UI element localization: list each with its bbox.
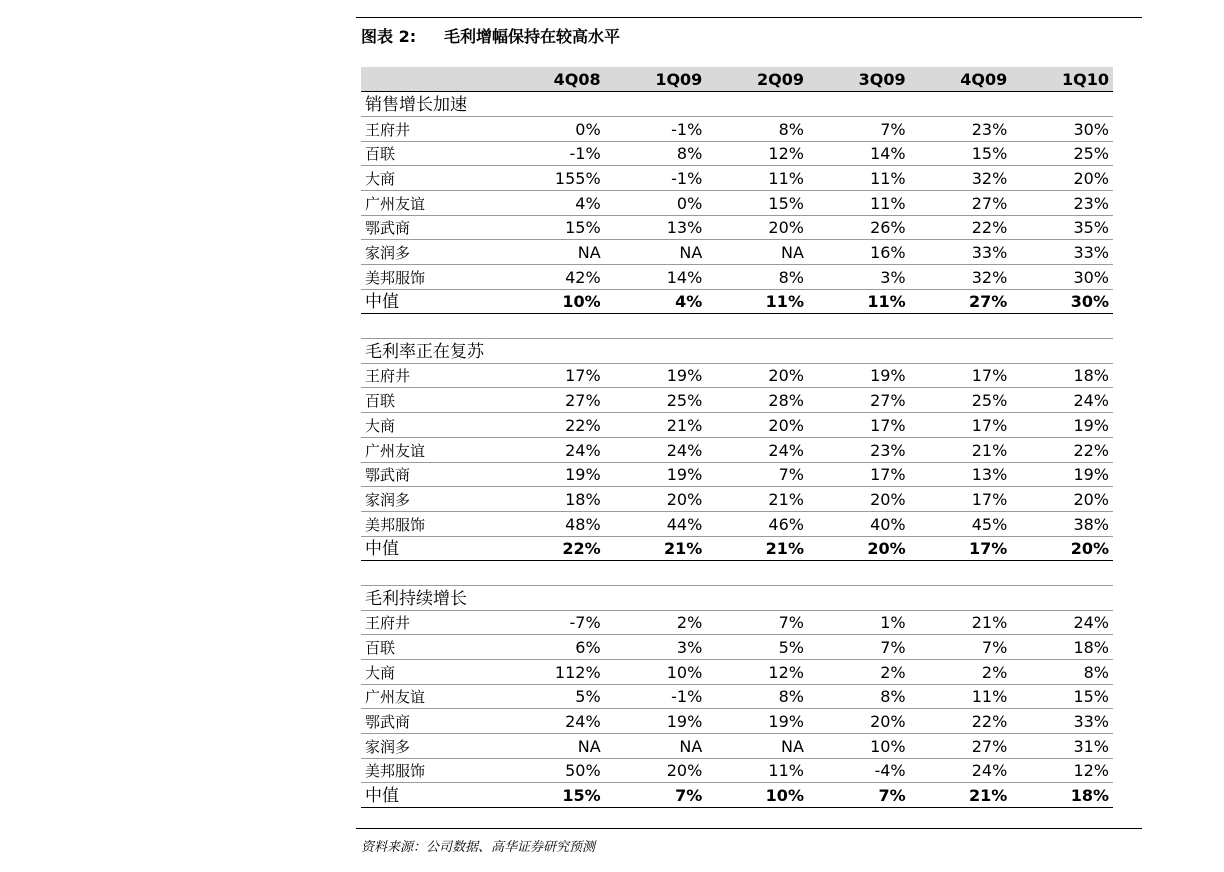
spacer-cell	[361, 314, 1113, 339]
table-row	[361, 610, 1113, 635]
company-name: 家润多	[361, 734, 503, 759]
value-cell: 33%	[1011, 240, 1113, 265]
median-value-cell: 27%	[910, 289, 1012, 314]
value-cell: 5%	[706, 635, 808, 660]
value-cell: 12%	[706, 660, 808, 685]
median-value-cell: 21%	[605, 536, 707, 561]
median-row	[361, 536, 1113, 561]
value-cell: 45%	[910, 511, 1012, 536]
value-cell: 33%	[910, 240, 1012, 265]
value-cell: -7%	[503, 610, 605, 635]
value-cell: 17%	[910, 487, 1012, 512]
median-value-cell: 30%	[1011, 289, 1113, 314]
value-cell: 23%	[910, 116, 1012, 141]
value-cell: 3%	[605, 635, 707, 660]
value-cell: 112%	[503, 660, 605, 685]
table-row	[361, 141, 1113, 166]
value-cell: 25%	[605, 388, 707, 413]
value-cell: 2%	[910, 660, 1012, 685]
value-cell: 30%	[1011, 265, 1113, 290]
value-cell: 12%	[706, 141, 808, 166]
table-body	[361, 92, 1113, 808]
value-cell: 11%	[706, 166, 808, 191]
table-row	[361, 660, 1113, 685]
company-name: 鄂武商	[361, 709, 503, 734]
company-name: 百联	[361, 635, 503, 660]
median-value-cell: 11%	[706, 289, 808, 314]
value-cell: 21%	[910, 437, 1012, 462]
table-row	[361, 388, 1113, 413]
header-cell-3q09: 3Q09	[808, 67, 910, 92]
value-cell: 22%	[503, 413, 605, 438]
value-cell: 15%	[910, 141, 1012, 166]
company-name: 美邦服饰	[361, 511, 503, 536]
company-name: 王府井	[361, 363, 503, 388]
value-cell: -1%	[605, 116, 707, 141]
company-name: 百联	[361, 388, 503, 413]
value-cell: 13%	[605, 215, 707, 240]
value-cell: 11%	[706, 758, 808, 783]
section-title: 毛利率正在复苏	[361, 339, 1113, 364]
section-title-row	[361, 339, 1113, 364]
value-cell: 40%	[808, 511, 910, 536]
spacer-cell	[361, 561, 1113, 586]
median-value-cell: 11%	[808, 289, 910, 314]
value-cell: 11%	[808, 166, 910, 191]
table-row	[361, 511, 1113, 536]
company-name: 大商	[361, 413, 503, 438]
value-cell: 30%	[1011, 116, 1113, 141]
value-cell: 24%	[605, 437, 707, 462]
value-cell: -1%	[605, 166, 707, 191]
table-row	[361, 363, 1113, 388]
section-spacer	[361, 314, 1113, 339]
median-label: 中值	[361, 289, 503, 314]
company-name: 王府井	[361, 610, 503, 635]
value-cell: 19%	[1011, 462, 1113, 487]
header-row	[361, 67, 1113, 92]
value-cell: 1%	[808, 610, 910, 635]
source-note: 资料来源：公司数据、高华证券研究预测	[361, 840, 596, 855]
value-cell: 19%	[605, 709, 707, 734]
value-cell: 19%	[1011, 413, 1113, 438]
value-cell: 21%	[706, 487, 808, 512]
value-cell: 27%	[910, 190, 1012, 215]
value-cell: 8%	[706, 684, 808, 709]
median-value-cell: 20%	[808, 536, 910, 561]
value-cell: 23%	[808, 437, 910, 462]
value-cell: -1%	[605, 684, 707, 709]
value-cell: 10%	[605, 660, 707, 685]
company-name: 家润多	[361, 240, 503, 265]
value-cell: 21%	[910, 610, 1012, 635]
value-cell: 48%	[503, 511, 605, 536]
value-cell: 20%	[706, 413, 808, 438]
table-row	[361, 758, 1113, 783]
header-cell-2q09: 2Q09	[706, 67, 808, 92]
value-cell: 18%	[1011, 635, 1113, 660]
value-cell: 6%	[503, 635, 605, 660]
median-value-cell: 4%	[605, 289, 707, 314]
company-name: 美邦服饰	[361, 758, 503, 783]
bottom-rule	[356, 828, 1142, 829]
value-cell: 7%	[706, 462, 808, 487]
data-table	[361, 67, 1113, 808]
median-value-cell: 7%	[605, 783, 707, 808]
value-cell: 19%	[808, 363, 910, 388]
value-cell: 27%	[503, 388, 605, 413]
value-cell: 7%	[910, 635, 1012, 660]
median-value-cell: 10%	[503, 289, 605, 314]
value-cell: 25%	[910, 388, 1012, 413]
value-cell: 11%	[910, 684, 1012, 709]
median-row	[361, 289, 1113, 314]
value-cell: 17%	[808, 462, 910, 487]
company-name: 广州友谊	[361, 437, 503, 462]
table-row	[361, 215, 1113, 240]
value-cell: 8%	[605, 141, 707, 166]
company-name: 大商	[361, 166, 503, 191]
value-cell: 20%	[706, 363, 808, 388]
value-cell: 25%	[1011, 141, 1113, 166]
value-cell: 17%	[808, 413, 910, 438]
value-cell: 19%	[503, 462, 605, 487]
table-row	[361, 684, 1113, 709]
value-cell: 18%	[1011, 363, 1113, 388]
value-cell: 20%	[808, 709, 910, 734]
table-row	[361, 240, 1113, 265]
value-cell: 155%	[503, 166, 605, 191]
value-cell: NA	[605, 240, 707, 265]
value-cell: 24%	[706, 437, 808, 462]
value-cell: 13%	[910, 462, 1012, 487]
value-cell: 17%	[503, 363, 605, 388]
value-cell: 27%	[910, 734, 1012, 759]
value-cell: NA	[706, 240, 808, 265]
section-title: 毛利持续增长	[361, 585, 1113, 610]
value-cell: 11%	[808, 190, 910, 215]
table-row	[361, 462, 1113, 487]
median-value-cell: 7%	[808, 783, 910, 808]
value-cell: 17%	[910, 413, 1012, 438]
value-cell: 31%	[1011, 734, 1113, 759]
median-value-cell: 21%	[706, 536, 808, 561]
value-cell: NA	[503, 734, 605, 759]
value-cell: -4%	[808, 758, 910, 783]
header-cell-4q09: 4Q09	[910, 67, 1012, 92]
table-row	[361, 116, 1113, 141]
value-cell: NA	[605, 734, 707, 759]
value-cell: 8%	[808, 684, 910, 709]
company-name: 鄂武商	[361, 462, 503, 487]
median-value-cell: 10%	[706, 783, 808, 808]
value-cell: 19%	[706, 709, 808, 734]
value-cell: 3%	[808, 265, 910, 290]
value-cell: 24%	[1011, 388, 1113, 413]
value-cell: 28%	[706, 388, 808, 413]
value-cell: 8%	[706, 265, 808, 290]
section-title-row	[361, 585, 1113, 610]
table-row	[361, 437, 1113, 462]
value-cell: 44%	[605, 511, 707, 536]
value-cell: 22%	[910, 215, 1012, 240]
value-cell: 23%	[1011, 190, 1113, 215]
value-cell: 20%	[605, 487, 707, 512]
header-cell-1q09: 1Q09	[605, 67, 707, 92]
value-cell: 50%	[503, 758, 605, 783]
section-title-row	[361, 92, 1113, 117]
value-cell: 46%	[706, 511, 808, 536]
value-cell: 19%	[605, 363, 707, 388]
table-row	[361, 166, 1113, 191]
value-cell: 32%	[910, 166, 1012, 191]
value-cell: 33%	[1011, 709, 1113, 734]
value-cell: 22%	[910, 709, 1012, 734]
value-cell: 0%	[503, 116, 605, 141]
median-row	[361, 783, 1113, 808]
header-cell-1q10: 1Q10	[1011, 67, 1113, 92]
value-cell: 5%	[503, 684, 605, 709]
company-name: 广州友谊	[361, 684, 503, 709]
value-cell: 2%	[605, 610, 707, 635]
value-cell: 20%	[1011, 487, 1113, 512]
value-cell: 7%	[706, 610, 808, 635]
value-cell: 38%	[1011, 511, 1113, 536]
value-cell: 12%	[1011, 758, 1113, 783]
value-cell: 24%	[910, 758, 1012, 783]
value-cell: 20%	[808, 487, 910, 512]
value-cell: 26%	[808, 215, 910, 240]
value-cell: 24%	[1011, 610, 1113, 635]
value-cell: 7%	[808, 635, 910, 660]
table-row	[361, 709, 1113, 734]
company-name: 大商	[361, 660, 503, 685]
value-cell: 35%	[1011, 215, 1113, 240]
value-cell: 24%	[503, 437, 605, 462]
value-cell: 17%	[910, 363, 1012, 388]
value-cell: -1%	[503, 141, 605, 166]
value-cell: 24%	[503, 709, 605, 734]
value-cell: 27%	[808, 388, 910, 413]
value-cell: NA	[706, 734, 808, 759]
value-cell: 22%	[1011, 437, 1113, 462]
section-spacer	[361, 561, 1113, 586]
value-cell: 16%	[808, 240, 910, 265]
value-cell: 21%	[605, 413, 707, 438]
median-label: 中值	[361, 783, 503, 808]
company-name: 百联	[361, 141, 503, 166]
value-cell: 0%	[605, 190, 707, 215]
value-cell: 15%	[503, 215, 605, 240]
median-label: 中值	[361, 536, 503, 561]
table-row	[361, 265, 1113, 290]
table-row	[361, 635, 1113, 660]
median-value-cell: 22%	[503, 536, 605, 561]
table-row	[361, 487, 1113, 512]
median-value-cell: 17%	[910, 536, 1012, 561]
value-cell: 18%	[503, 487, 605, 512]
value-cell: 42%	[503, 265, 605, 290]
header-cell-4q08: 4Q08	[503, 67, 605, 92]
value-cell: 32%	[910, 265, 1012, 290]
value-cell: 14%	[605, 265, 707, 290]
value-cell: 14%	[808, 141, 910, 166]
value-cell: 8%	[1011, 660, 1113, 685]
value-cell: 4%	[503, 190, 605, 215]
value-cell: 7%	[808, 116, 910, 141]
value-cell: 15%	[1011, 684, 1113, 709]
median-value-cell: 20%	[1011, 536, 1113, 561]
figure-title: 图表 2: 毛利增幅保持在较高水平	[361, 27, 620, 46]
table-row	[361, 413, 1113, 438]
section-title: 销售增长加速	[361, 92, 1113, 117]
median-value-cell: 18%	[1011, 783, 1113, 808]
median-value-cell: 21%	[910, 783, 1012, 808]
value-cell: 20%	[1011, 166, 1113, 191]
company-name: 王府井	[361, 116, 503, 141]
value-cell: 2%	[808, 660, 910, 685]
table-row	[361, 190, 1113, 215]
company-name: 广州友谊	[361, 190, 503, 215]
company-name: 家润多	[361, 487, 503, 512]
value-cell: 20%	[706, 215, 808, 240]
header-cell-corner	[361, 67, 503, 92]
company-name: 鄂武商	[361, 215, 503, 240]
value-cell: 15%	[706, 190, 808, 215]
value-cell: NA	[503, 240, 605, 265]
top-rule	[356, 17, 1142, 18]
median-value-cell: 15%	[503, 783, 605, 808]
value-cell: 10%	[808, 734, 910, 759]
table-row	[361, 734, 1113, 759]
value-cell: 8%	[706, 116, 808, 141]
company-name: 美邦服饰	[361, 265, 503, 290]
value-cell: 19%	[605, 462, 707, 487]
value-cell: 20%	[605, 758, 707, 783]
